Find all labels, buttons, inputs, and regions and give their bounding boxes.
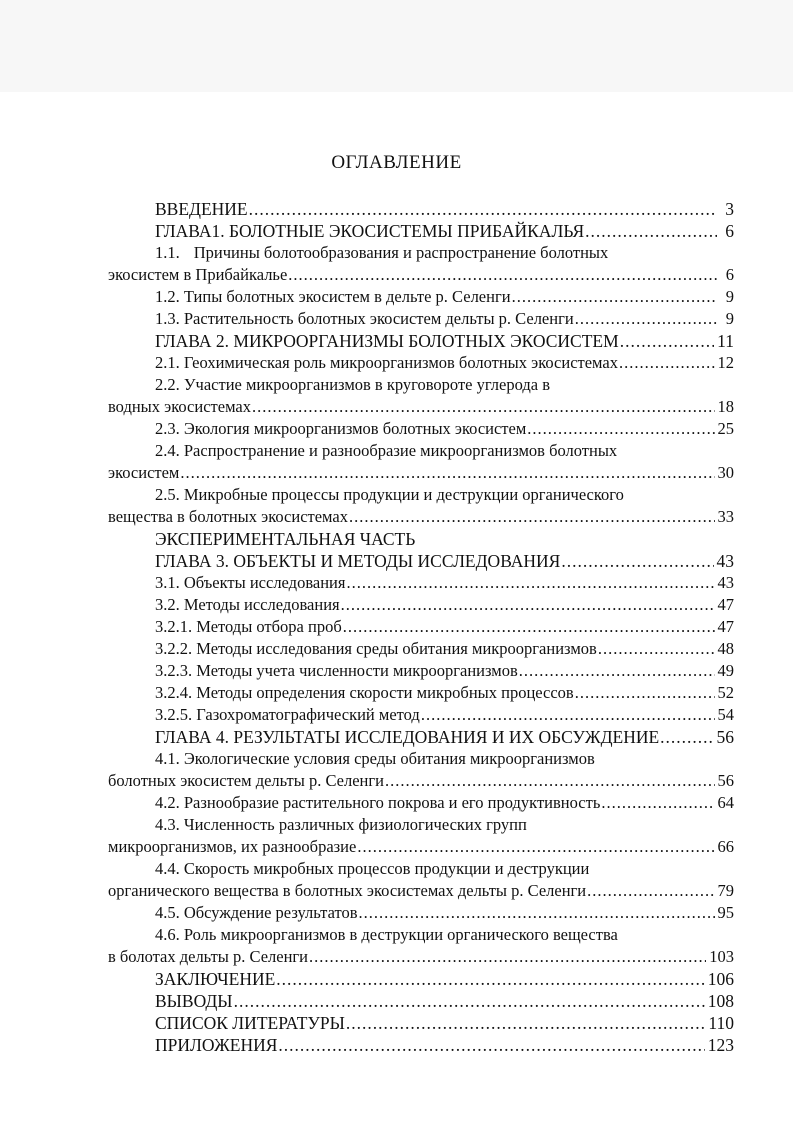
toc-page: 79: [717, 881, 734, 900]
toc-page: 18: [717, 397, 734, 416]
toc-label: 3.2.3. Методы учета численности микроорганизмов: [155, 661, 518, 680]
toc-entry-4-2: [155, 792, 734, 814]
toc-leader: [585, 220, 717, 242]
toc-page: 95: [717, 903, 734, 922]
toc-leader: [234, 990, 705, 1012]
toc-entry-3-2-5: [155, 704, 734, 726]
toc-leader: [620, 330, 714, 352]
toc-leader: [575, 682, 715, 704]
toc-entry-3-2-1: [155, 616, 734, 638]
toc-label: 3.2.5. Газохроматографический метод: [155, 705, 420, 724]
toc-label: 2.3. Экология микроорганизмов болотных экосистем: [155, 419, 527, 438]
toc-page: 123: [707, 1035, 734, 1055]
toc-page: 49: [717, 661, 734, 680]
toc-leader: [385, 770, 715, 792]
toc-label: ЗАКЛЮЧЕНИЕ: [155, 969, 276, 989]
toc-leader: [346, 1012, 706, 1034]
toc-entry-introduction: [155, 198, 734, 220]
toc-label: экосистем в Прибайкалье: [108, 265, 288, 284]
toc-page: 9: [725, 287, 734, 306]
toc-label: 3.1. Объекты исследования: [155, 573, 346, 592]
toc-entry-2-5-line1: 2.5. Микробные процессы продукции и деструкции органического: [155, 485, 624, 504]
toc-leader: [561, 550, 713, 572]
toc-label: СПИСОК ЛИТЕРАТУРЫ: [155, 1013, 345, 1033]
toc-entry-4-6-line2: [108, 946, 734, 968]
toc-page: 56: [716, 727, 734, 747]
toc-page: 106: [707, 969, 734, 989]
toc-label: ВВЕДЕНИЕ: [155, 199, 248, 219]
toc-entry-conclusion: [155, 968, 734, 990]
toc-page: 64: [717, 793, 734, 812]
toc-label: водных экосистемах: [108, 397, 251, 416]
toc-entry-4-1-line1: 4.1. Экологические условия среды обитания микроорганизмов: [155, 749, 595, 768]
toc-entry-4-4-line1: 4.4. Скорость микробных процессов продукции и деструкции: [155, 859, 590, 878]
toc-entry-2-3: [155, 418, 734, 440]
toc-label: 3.2. Методы исследования: [155, 595, 340, 614]
toc-page: 103: [709, 947, 734, 966]
toc-leader: [252, 396, 715, 418]
toc-label: ГЛАВА 3. ОБЪЕКТЫ И МЕТОДЫ ИССЛЕДОВАНИЯ: [155, 551, 561, 571]
toc-label: ПРИЛОЖЕНИЯ: [155, 1035, 278, 1055]
toc-page: 108: [707, 991, 734, 1011]
toc-label: ГЛАВА 2. МИКРООРГАНИЗМЫ БОЛОТНЫХ ЭКОСИСТЕМ: [155, 331, 619, 351]
toc-label: 1.2. Типы болотных экосистем в дельте р. Селенги: [155, 287, 511, 306]
toc-page: 66: [717, 837, 734, 856]
toc-number: 1.1.: [155, 243, 180, 262]
toc-entry-2-5-line2: [108, 506, 734, 528]
toc-page: 54: [717, 705, 734, 724]
toc-leader: [512, 286, 717, 308]
toc-page: 6: [725, 221, 734, 241]
toc-page: 48: [717, 639, 734, 658]
toc-entry-4-4-line2: [108, 880, 734, 902]
toc-label: в болотах дельты р. Селенги: [108, 947, 309, 966]
toc-page: 56: [717, 771, 734, 790]
toc-entry-2-1: [155, 352, 734, 374]
toc-label: 3.2.1. Методы отбора проб: [155, 617, 342, 636]
toc-leader: [421, 704, 715, 726]
toc-entry-3-2-4: [155, 682, 734, 704]
toc-leader: [587, 880, 714, 902]
toc-entry-references: [155, 1012, 734, 1034]
toc-page: 12: [717, 353, 734, 372]
toc-leader: [249, 198, 717, 220]
toc-entry-3-1: [155, 572, 734, 594]
toc-leader: [357, 836, 714, 858]
toc-entry-chapter-4: [155, 726, 734, 748]
toc-leader: [341, 594, 715, 616]
toc-entry-1-1-line1: [155, 242, 608, 264]
toc-entry-1-1-line2: [108, 264, 734, 286]
toc-page: 47: [717, 617, 734, 636]
toc-leader: [180, 462, 714, 484]
toc-label: 1.3. Растительность болотных экосистем дельты р. Селенги: [155, 309, 574, 328]
toc-leader: [346, 572, 714, 594]
toc-leader: [343, 616, 715, 638]
toc-page: 11: [717, 331, 734, 351]
toc-label: органического вещества в болотных экосистемах дельты р. Селенги: [108, 881, 587, 900]
toc-experimental-part-heading: ЭКСПЕРИМЕНТАЛЬНАЯ ЧАСТЬ: [155, 529, 416, 549]
toc-page: 9: [725, 309, 734, 328]
toc-label: экосистем: [108, 463, 180, 482]
toc-entry-3-2-3: [155, 660, 734, 682]
toc-label: Причины болотообразования и распространение болотных: [193, 243, 609, 262]
toc-entry-4-3-line1: 4.3. Численность различных физиологических групп: [155, 815, 527, 834]
toc-leader: [276, 968, 704, 990]
toc-leader: [278, 1034, 704, 1056]
toc-entry-2-2-line2: [108, 396, 734, 418]
toc-label: 4.2. Разнообразие растительного покрова и его продуктивность: [155, 793, 601, 812]
toc-page: 6: [725, 265, 734, 284]
page-title: ОГЛАВЛЕНИЕ: [331, 152, 462, 173]
toc-page: 110: [708, 1013, 734, 1033]
toc-page: 47: [717, 595, 734, 614]
toc-entry-3-2: [155, 594, 734, 616]
toc-leader: [575, 308, 717, 330]
toc-label: ГЛАВА1. БОЛОТНЫЕ ЭКОСИСТЕМЫ ПРИБАЙКАЛЬЯ: [155, 221, 585, 241]
toc-page: 3: [725, 199, 734, 219]
toc-entry-4-5: [155, 902, 734, 924]
toc-label: ВЫВОДЫ: [155, 991, 233, 1011]
toc-leader: [309, 946, 706, 968]
toc-entry-2-2-line1: 2.2. Участие микроорганизмов в круговороте углерода в: [155, 375, 551, 394]
toc-leader: [519, 660, 715, 682]
toc-label: болотных экосистем дельты р. Селенги: [108, 771, 384, 790]
toc-entry-4-6-line1: 4.6. Роль микроорганизмов в деструкции органического вещества: [155, 925, 618, 944]
toc-entry-2-4-line1: 2.4. Распространение и разнообразие микроорганизмов болотных: [155, 441, 618, 460]
toc-entry-2-4-line2: [108, 462, 734, 484]
toc-page: 52: [717, 683, 734, 702]
toc-entry-1-3: [155, 308, 734, 330]
toc-leader: [288, 264, 717, 286]
toc-label: вещества в болотных экосистемах: [108, 507, 348, 526]
toc-label: 3.2.4. Методы определения скорости микробных процессов: [155, 683, 574, 702]
toc-label: 2.1. Геохимическая роль микроорганизмов болотных экосистемах: [155, 353, 618, 372]
toc-page: 25: [717, 419, 734, 438]
toc-entry-3-2-2: [155, 638, 734, 660]
toc-leader: [349, 506, 715, 528]
toc-label: 3.2.2. Методы исследования среды обитания микроорганизмов: [155, 639, 597, 658]
toc-label: ГЛАВА 4. РЕЗУЛЬТАТЫ ИССЛЕДОВАНИЯ И ИХ ОБСУЖДЕНИЕ: [155, 727, 660, 747]
toc-entry-1-2: [155, 286, 734, 308]
toc-entry-4-3-line2: [108, 836, 734, 858]
toc-leader: [619, 352, 715, 374]
toc-entry-chapter-2: [155, 330, 734, 352]
toc-label: микроорганизмов, их разнообразие: [108, 837, 357, 856]
toc-leader: [660, 726, 713, 748]
toc-page: 43: [716, 551, 734, 571]
toc-entry-findings: [155, 990, 734, 1012]
toc-leader: [598, 638, 715, 660]
toc-page: 30: [717, 463, 734, 482]
toc-entry-chapter-3: [155, 550, 734, 572]
toc-entry-appendices: [155, 1034, 734, 1056]
toc-label: 4.5. Обсуждение результатов: [155, 903, 358, 922]
toc-entry-4-1-line2: [108, 770, 734, 792]
toc-leader: [359, 902, 715, 924]
toc-leader: [601, 792, 714, 814]
toc-entry-chapter-1: [155, 220, 734, 242]
toc-page: 33: [717, 507, 734, 526]
toc-page: 43: [717, 573, 734, 592]
toc-leader: [527, 418, 714, 440]
